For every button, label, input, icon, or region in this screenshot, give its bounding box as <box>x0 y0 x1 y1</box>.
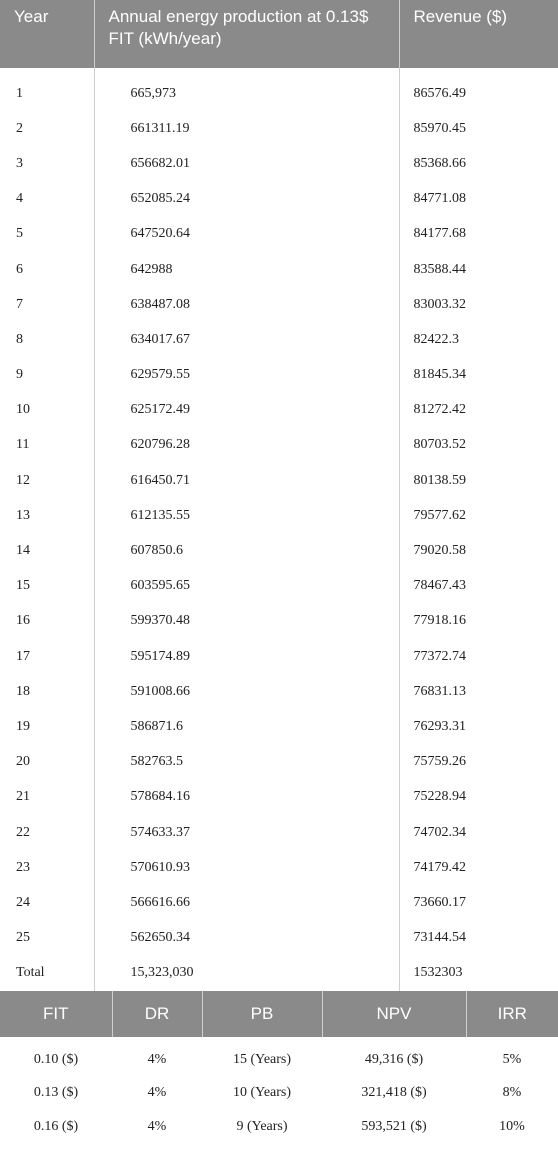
cell-revenue: 79020.58 <box>399 533 558 568</box>
table-row <box>0 815 558 850</box>
cell-revenue: 83588.44 <box>399 252 558 287</box>
cell-year: 12 <box>16 472 30 488</box>
cell-revenue: 81845.34 <box>399 358 558 393</box>
table-row <box>0 287 558 322</box>
header-pb: PB <box>202 991 322 1037</box>
header-dr: DR <box>112 991 202 1037</box>
table-row <box>0 358 558 393</box>
cell-revenue: 84771.08 <box>399 182 558 217</box>
cell-year: Total <box>16 965 45 981</box>
energy-table-body <box>0 68 558 991</box>
cell-npv: 321,418 ($) <box>361 1085 427 1101</box>
header-fit: FIT <box>0 991 112 1037</box>
cell-year: 13 <box>16 507 30 523</box>
cell-year: 4 <box>16 191 23 207</box>
header-irr: IRR <box>466 991 558 1037</box>
cell-revenue: 86576.49 <box>399 68 558 111</box>
cell-irr: 5% <box>502 1051 522 1067</box>
table-row <box>0 604 558 639</box>
table-row <box>0 674 558 709</box>
table-row <box>0 569 558 604</box>
table-row <box>0 885 558 920</box>
table-row <box>0 533 558 568</box>
table-row <box>0 146 558 181</box>
cell-irr: 8% <box>502 1085 522 1101</box>
cell-year: 25 <box>16 930 30 946</box>
cell-energy: 642988 <box>94 252 399 287</box>
table-row <box>0 217 558 252</box>
cell-year: 1 <box>16 85 23 101</box>
cell-revenue: 82422.3 <box>399 322 558 357</box>
cell-dr: 4% <box>147 1118 167 1134</box>
cell-pb: 15 (Years) <box>232 1051 292 1067</box>
cell-revenue: 73144.54 <box>399 921 558 956</box>
cell-energy: 574633.37 <box>94 815 399 850</box>
cell-npv: 593,521 ($) <box>361 1118 427 1134</box>
cell-energy: 607850.6 <box>94 533 399 568</box>
cell-year: 24 <box>16 894 30 910</box>
table-header-row <box>0 991 558 1037</box>
cell-energy: 591008.66 <box>94 674 399 709</box>
cell-revenue: 1532303 <box>399 956 558 991</box>
table-row <box>0 463 558 498</box>
cell-revenue: 75759.26 <box>399 745 558 780</box>
cell-energy: 652085.24 <box>94 182 399 217</box>
cell-energy: 647520.64 <box>94 217 399 252</box>
cell-year: 6 <box>16 261 23 277</box>
cell-year: 21 <box>16 789 30 805</box>
cell-year: 5 <box>16 226 23 242</box>
cell-pb: 9 (Years) <box>236 1118 288 1134</box>
cell-revenue: 80138.59 <box>399 463 558 498</box>
cell-fit: 0.13 ($) <box>33 1085 79 1101</box>
cell-revenue: 85970.45 <box>399 111 558 146</box>
cell-energy: 566616.66 <box>94 885 399 920</box>
cell-energy: 616450.71 <box>94 463 399 498</box>
cell-irr: 10% <box>499 1118 525 1134</box>
cell-year: 10 <box>16 402 30 418</box>
table-row <box>0 252 558 287</box>
cell-year: 17 <box>16 648 30 664</box>
cell-year: 9 <box>16 367 23 383</box>
cell-revenue: 76831.13 <box>399 674 558 709</box>
table-row <box>0 393 558 428</box>
cell-energy: 570610.93 <box>94 850 399 885</box>
table-row <box>0 1110 558 1144</box>
cell-fit: 0.10 ($) <box>33 1051 79 1067</box>
table-row <box>0 1076 558 1110</box>
cell-energy: 638487.08 <box>94 287 399 322</box>
cell-dr: 4% <box>147 1051 167 1067</box>
header-revenue: Revenue ($) <box>399 0 558 68</box>
cell-energy: 665,973 <box>94 68 399 111</box>
cell-pb: 10 (Years) <box>232 1085 292 1101</box>
table-row <box>0 1037 558 1077</box>
cell-energy: 634017.67 <box>94 322 399 357</box>
finance-table-body <box>0 1037 558 1144</box>
cell-npv: 49,316 ($) <box>364 1051 424 1067</box>
cell-revenue: 83003.32 <box>399 287 558 322</box>
cell-year: 19 <box>16 718 30 734</box>
cell-energy: 656682.01 <box>94 146 399 181</box>
cell-energy: 595174.89 <box>94 639 399 674</box>
cell-revenue: 81272.42 <box>399 393 558 428</box>
cell-energy: 578684.16 <box>94 780 399 815</box>
table-row <box>0 780 558 815</box>
cell-energy: 599370.48 <box>94 604 399 639</box>
cell-year: 15 <box>16 578 30 594</box>
table-row <box>0 639 558 674</box>
cell-year: 18 <box>16 683 30 699</box>
cell-energy: 625172.49 <box>94 393 399 428</box>
cell-year: 16 <box>16 613 30 629</box>
cell-year: 14 <box>16 543 30 559</box>
cell-year: 8 <box>16 331 23 347</box>
table-row <box>0 68 558 111</box>
cell-energy: 15,323,030 <box>94 956 399 991</box>
cell-revenue: 77918.16 <box>399 604 558 639</box>
cell-year: 20 <box>16 754 30 770</box>
cell-year: 22 <box>16 824 30 840</box>
cell-energy: 582763.5 <box>94 745 399 780</box>
table-row <box>0 709 558 744</box>
table-header-row <box>0 0 558 68</box>
cell-revenue: 78467.43 <box>399 569 558 604</box>
table-row <box>0 498 558 533</box>
table-row-total <box>0 956 558 991</box>
cell-year: 23 <box>16 859 30 875</box>
cell-year: 2 <box>16 120 23 136</box>
cell-energy: 629579.55 <box>94 358 399 393</box>
table-row <box>0 850 558 885</box>
cell-energy: 562650.34 <box>94 921 399 956</box>
financial-summary-table <box>0 991 558 1144</box>
cell-revenue: 74179.42 <box>399 850 558 885</box>
cell-revenue: 76293.31 <box>399 709 558 744</box>
header-npv: NPV <box>322 991 466 1037</box>
header-year: Year <box>0 0 94 68</box>
table-row <box>0 921 558 956</box>
cell-dr: 4% <box>147 1085 167 1101</box>
cell-energy: 586871.6 <box>94 709 399 744</box>
cell-revenue: 73660.17 <box>399 885 558 920</box>
cell-revenue: 80703.52 <box>399 428 558 463</box>
cell-energy: 603595.65 <box>94 569 399 604</box>
cell-fit: 0.16 ($) <box>33 1118 79 1134</box>
cell-energy: 620796.28 <box>94 428 399 463</box>
table-row <box>0 745 558 780</box>
cell-revenue: 75228.94 <box>399 780 558 815</box>
cell-energy: 612135.55 <box>94 498 399 533</box>
table-row <box>0 182 558 217</box>
header-annual-energy: Annual energy production at 0.13$ FIT (kWh/year) <box>94 0 399 68</box>
table-row <box>0 428 558 463</box>
cell-revenue: 74702.34 <box>399 815 558 850</box>
cell-energy: 661311.19 <box>94 111 399 146</box>
cell-revenue: 79577.62 <box>399 498 558 533</box>
cell-year: 3 <box>16 155 23 171</box>
table-row <box>0 322 558 357</box>
cell-year: 7 <box>16 296 23 312</box>
cell-year: 11 <box>16 437 30 453</box>
cell-revenue: 85368.66 <box>399 146 558 181</box>
cell-revenue: 84177.68 <box>399 217 558 252</box>
table-row <box>0 111 558 146</box>
cell-revenue: 77372.74 <box>399 639 558 674</box>
